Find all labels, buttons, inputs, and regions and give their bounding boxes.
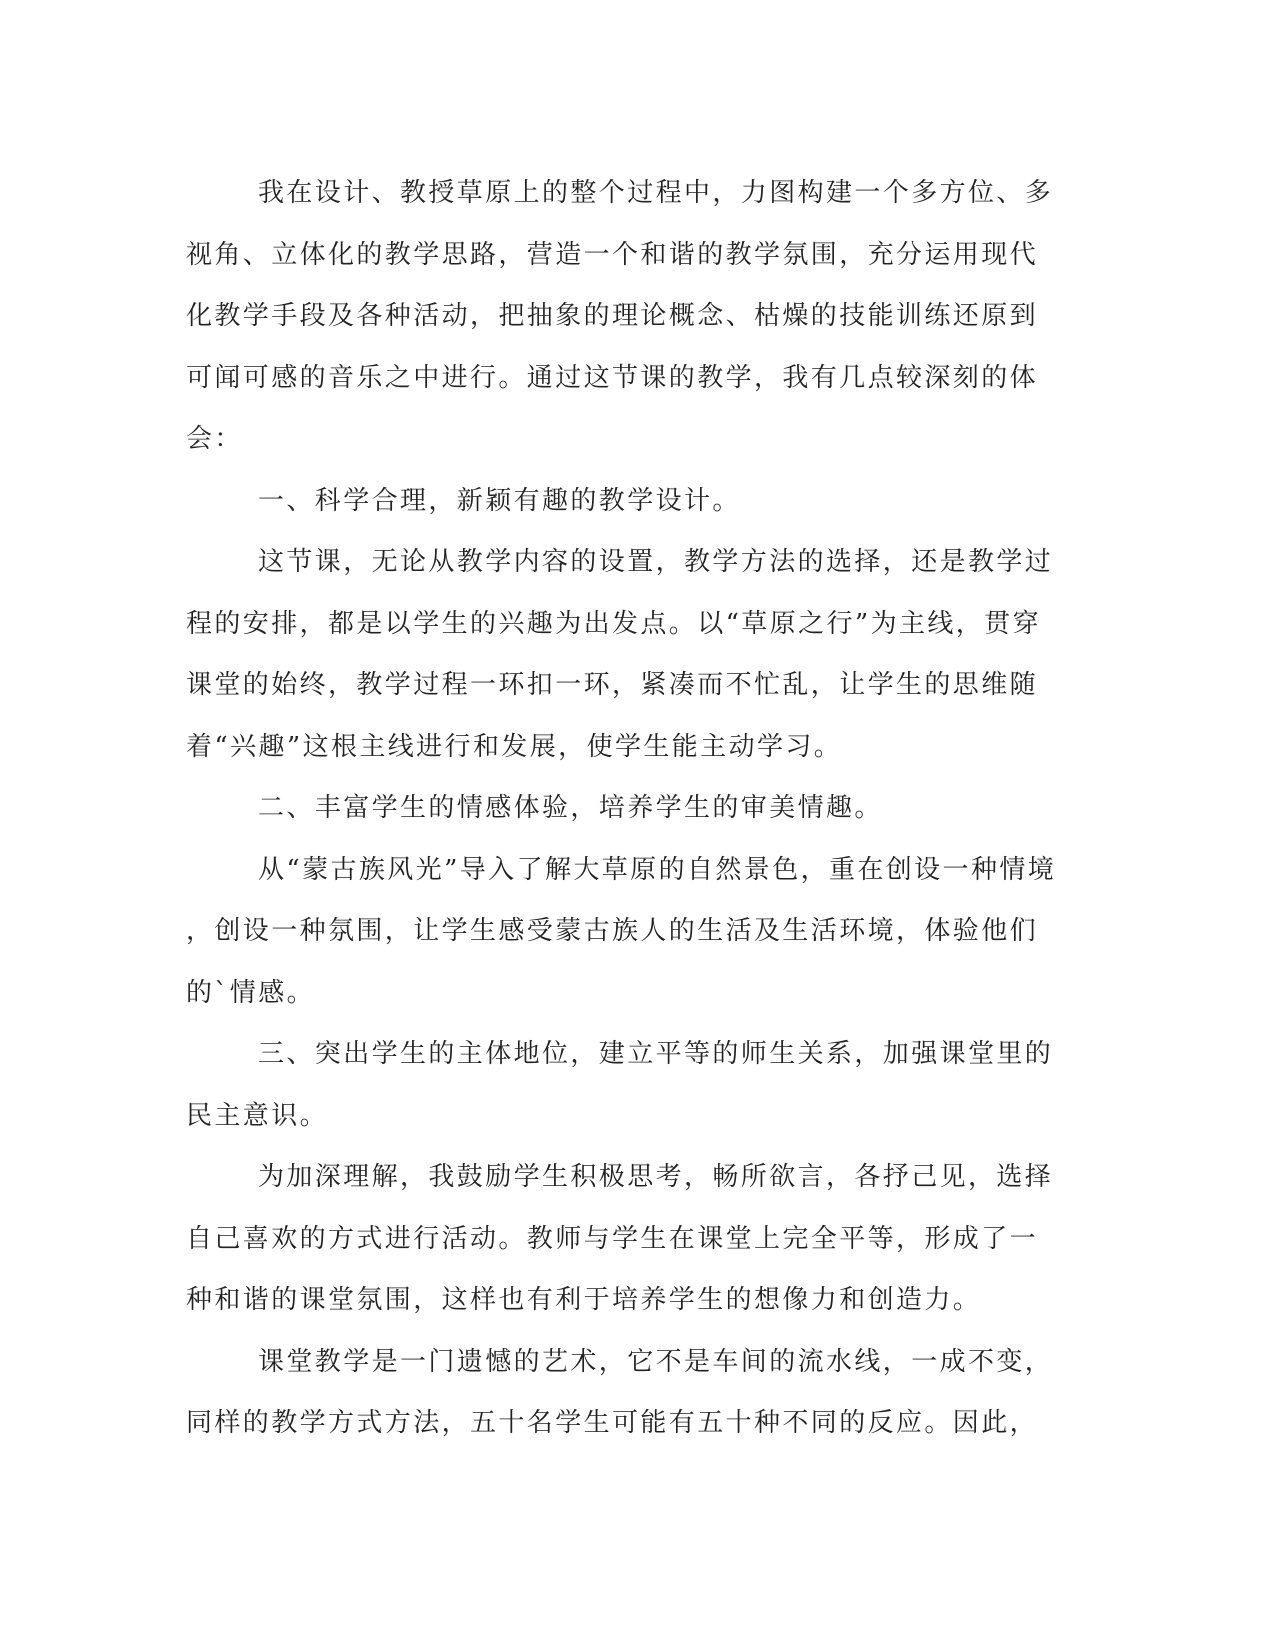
text-line: ，创设一种氛围，让学生感受蒙古族人的生活及生活环境，体验他们 — [186, 916, 1039, 946]
text-line: 的`情感。 — [186, 977, 316, 1008]
text-line: 着“兴趣”这根主线进行和发展，使学生能主动学习。 — [186, 731, 843, 762]
heading-point-three — [186, 1024, 1088, 1147]
text-line: 视角、立体化的教学思路，营造一个和谐的教学氛围，充分运用现代 — [186, 239, 1039, 270]
text-line: 同样的教学方式方法，五十名学生可能有五十种不同的反应。因此， — [186, 1408, 1039, 1438]
paragraph-intro — [186, 163, 1088, 471]
text-line: 课堂的始终，教学过程一环扣一环，紧凑而不忙乱，让学生的思维随 — [186, 670, 1039, 700]
paragraph-point-one — [186, 532, 1088, 778]
text-line: 自己喜欢的方式进行活动。教师与学生在课堂上完全平等，形成了一 — [186, 1223, 1039, 1254]
text-line: 程的安排，都是以学生的兴趣为出发点。以“草原之行”为主线，贯穿 — [186, 608, 1041, 639]
text-line: 课堂教学是一门遗憾的艺术，它不是车间的流水线，一成不变， — [258, 1346, 1054, 1377]
text-line: 民主意识。 — [186, 1100, 329, 1131]
paragraph-point-two — [186, 840, 1088, 1025]
text-line: 可闻可感的音乐之中进行。通过这节课的教学，我有几点较深刻的体 — [186, 362, 1039, 393]
heading-point-one — [186, 471, 1088, 533]
paragraph-conclusion — [186, 1332, 1088, 1455]
text-line: 会： — [186, 424, 243, 454]
document-body — [186, 163, 1088, 1455]
text-line: 这节课，无论从教学内容的设置，教学方法的选择，还是教学过 — [258, 547, 1054, 577]
text-line: 从“蒙古族风光”导入了解大草原的自然景色，重在创设一种情境 — [258, 854, 1057, 885]
text-line: 化教学手段及各种活动，把抽象的理论概念、枯燥的技能训练还原到 — [186, 301, 1039, 331]
text-line: 一、科学合理，新颖有趣的教学设计。 — [258, 485, 741, 516]
text-line: 二、丰富学生的情感体验，培养学生的审美情趣。 — [258, 793, 883, 823]
text-line: 种和谐的课堂氛围，这样也有利于培养学生的想像力和创造力。 — [186, 1285, 982, 1315]
text-line: 我在设计、教授草原上的整个过程中，力图构建一个多方位、多 — [258, 178, 1054, 208]
text-line: 三、突出学生的主体地位，建立平等的师生关系，加强课堂里的 — [258, 1039, 1054, 1069]
paragraph-point-three — [186, 1147, 1088, 1332]
heading-point-two — [186, 778, 1088, 840]
text-line: 为加深理解，我鼓励学生积极思考，畅所欲言，各抒己见，选择 — [258, 1162, 1054, 1192]
